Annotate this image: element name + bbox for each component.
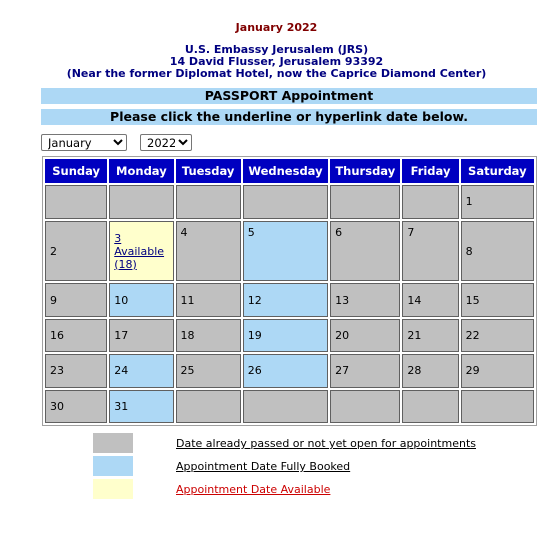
instruction-banner: Please click the underline or hyperlink date below. xyxy=(41,109,537,125)
available-date-number[interactable]: 3 xyxy=(114,231,122,245)
weekday-friday: Friday xyxy=(402,159,458,183)
calendar-day-cell: 18 xyxy=(176,319,241,352)
calendar-day-cell: 8 xyxy=(461,221,534,282)
calendar-empty-cell xyxy=(176,185,241,218)
weekday-saturday: Saturday xyxy=(461,159,534,183)
calendar-empty-cell xyxy=(330,390,400,423)
year-select[interactable] xyxy=(140,134,192,151)
legend-label-available: Appointment Date Available xyxy=(176,483,331,496)
calendar-empty-cell xyxy=(243,390,328,423)
calendar-day-cell: 9 xyxy=(45,283,107,316)
calendar-day-cell: 22 xyxy=(461,319,534,352)
weekday-tuesday: Tuesday xyxy=(176,159,241,183)
calendar-day-cell: 30 xyxy=(45,390,107,423)
calendar-week-row xyxy=(45,319,534,352)
calendar-day-cell: 10 xyxy=(109,283,173,316)
calendar-day-cell: 21 xyxy=(402,319,458,352)
calendar-day-cell: 11 xyxy=(176,283,241,316)
weekday-header-row xyxy=(45,159,534,183)
appointment-type-banner: PASSPORT Appointment xyxy=(41,88,537,104)
calendar-week-row xyxy=(45,390,534,423)
calendar-day-cell: 16 xyxy=(45,319,107,352)
legend-label-passed: Date already passed or not yet open for appointments xyxy=(176,437,476,450)
legend-swatch-booked xyxy=(93,456,133,476)
calendar-day-cell-available[interactable] xyxy=(109,221,173,282)
calendar-day-cell: 14 xyxy=(402,283,458,316)
calendar-day-cell: 17 xyxy=(109,319,173,352)
legend-swatch-available xyxy=(93,479,133,499)
calendar-day-cell: 20 xyxy=(330,319,400,352)
weekday-sunday: Sunday xyxy=(45,159,107,183)
calendar-week-row xyxy=(45,283,534,316)
weekday-wednesday: Wednesday xyxy=(243,159,328,183)
calendar-empty-cell xyxy=(461,390,534,423)
calendar-month-title: January 2022 xyxy=(235,21,318,34)
calendar-day-cell: 1 xyxy=(461,185,534,218)
available-slot-count[interactable]: (18) xyxy=(114,257,137,271)
weekday-monday: Monday xyxy=(109,159,173,183)
calendar-day-cell: 31 xyxy=(109,390,173,423)
legend-swatch-passed xyxy=(93,433,133,453)
calendar-day-cell: 23 xyxy=(45,354,107,387)
embassy-location-note: (Near the former Diplomat Hotel, now the Caprice Diamond Center) xyxy=(66,67,487,80)
calendar-day-cell: 26 xyxy=(243,354,328,387)
calendar-day-cell: 6 xyxy=(330,221,400,282)
calendar-empty-cell xyxy=(176,390,241,423)
calendar-empty-cell xyxy=(402,390,458,423)
embassy-name: U.S. Embassy Jerusalem (JRS) xyxy=(184,43,369,56)
appointment-calendar xyxy=(42,156,537,426)
calendar-day-cell: 24 xyxy=(109,354,173,387)
calendar-day-cell: 27 xyxy=(330,354,400,387)
calendar-day-cell: 29 xyxy=(461,354,534,387)
calendar-day-cell: 4 xyxy=(176,221,241,282)
calendar-week-row xyxy=(45,354,534,387)
calendar-empty-cell xyxy=(402,185,458,218)
weekday-thursday: Thursday xyxy=(330,159,400,183)
calendar-empty-cell xyxy=(45,185,107,218)
legend-label-booked: Appointment Date Fully Booked xyxy=(176,460,351,473)
embassy-address: 14 David Flusser, Jerusalem 93392 xyxy=(169,55,384,68)
calendar-day-cell: 15 xyxy=(461,283,534,316)
calendar-day-cell: 2 xyxy=(45,221,107,282)
month-select[interactable] xyxy=(41,134,127,151)
calendar-day-cell: 28 xyxy=(402,354,458,387)
available-date-link[interactable] xyxy=(114,232,172,271)
calendar-day-cell: 12 xyxy=(243,283,328,316)
calendar-week-row xyxy=(45,185,534,218)
calendar-empty-cell xyxy=(109,185,173,218)
available-date-label[interactable]: Available xyxy=(114,244,165,258)
calendar-day-cell: 7 xyxy=(402,221,458,282)
calendar-day-cell: 5 xyxy=(243,221,328,282)
calendar-week-row xyxy=(45,221,534,282)
calendar-day-cell: 25 xyxy=(176,354,241,387)
calendar-empty-cell xyxy=(243,185,328,218)
calendar-empty-cell xyxy=(330,185,400,218)
calendar-day-cell: 19 xyxy=(243,319,328,352)
calendar-day-cell: 13 xyxy=(330,283,400,316)
